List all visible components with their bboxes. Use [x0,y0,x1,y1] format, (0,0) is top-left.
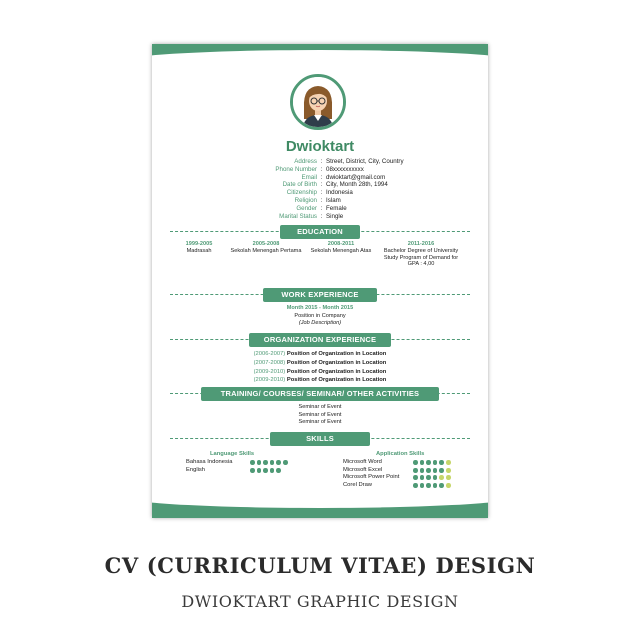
organization-list [152,350,488,385]
rating-dot [426,468,431,473]
skill-rating [250,467,281,475]
section-education [170,225,470,239]
application-skills-title: Application Skills [376,451,425,457]
rating-dot [439,468,444,473]
rating-dot [446,475,451,480]
section-title: ORGANIZATION EXPERIENCE [249,333,391,347]
page-title: CV (CURRICULUM VITAE) DESIGN [104,553,536,578]
rating-dot [413,483,418,488]
rating-dot [433,460,438,465]
skill-name: Corel Draw [343,481,372,488]
rating-dot [439,460,444,465]
rating-dot [426,483,431,488]
rating-dot [276,460,281,465]
rating-dot [250,468,255,473]
section-training [170,387,470,401]
skill-row [186,467,281,475]
rating-dot [446,460,451,465]
info-row: Email : dwioktart@gmail.com [301,173,386,181]
rating-dot [257,460,262,465]
avatar [290,74,346,130]
section-title: TRAINING/ COURSES/ SEMINAR/ OTHER ACTIVITIES [201,387,439,401]
skill-rating [413,459,451,467]
info-row: Marital Status : Single [279,212,344,220]
rating-dot [283,460,288,465]
skill-row [343,467,451,475]
rating-dot [433,475,438,480]
info-row: Religion : Islam [294,196,341,204]
skill-rating [250,459,288,467]
info-row: Date of Birth : City, Month 28th, 1994 [282,181,388,189]
info-row: Gender : Female [296,204,347,212]
skill-row [343,459,451,467]
language-skills-title: Language Skills [210,451,255,457]
info-row: Citizenship : Indonesia [286,189,353,197]
skill-row [186,459,288,467]
section-title: WORK EXPERIENCE [263,288,377,302]
skill-name: Microsoft Excel [343,466,383,473]
personal-info [152,158,488,220]
training-item: Seminar of Event [298,411,342,418]
rating-dot [413,460,418,465]
rating-dot [257,468,262,473]
rating-dot [270,468,275,473]
rating-dot [420,460,425,465]
rating-dot [420,483,425,488]
rating-dot [420,468,425,473]
skill-name: English [186,466,206,473]
organization-item: (2009-2010) Position of Organization in Location [253,368,387,375]
education-item: 2005-2008 Sekolah Menengah Pertama [230,241,302,254]
organization-item: (2006-2007) Position of Organization in Location [253,351,387,357]
section-work [170,288,470,302]
education-item: 2008-2011 Sekolah Menengah Atas [310,241,372,254]
rating-dot [426,460,431,465]
rating-dot [446,468,451,473]
skill-row [343,482,451,490]
section-skills [170,432,470,446]
section-title: SKILLS [270,432,370,446]
training-list [152,404,488,427]
rating-dot [446,483,451,488]
education-item: 1999-2005 Madrasah [185,241,213,254]
organization-item: (2007-2008) Position of Organization in Location [253,359,387,366]
rating-dot [433,468,438,473]
rating-dot [276,468,281,473]
info-row: Phone Number : 08xxxxxxxxxx [275,165,364,173]
rating-dot [413,475,418,480]
skill-name: Microsoft Word [343,459,382,465]
rating-dot [439,475,444,480]
rating-dot [263,468,268,473]
section-title: EDUCATION [280,225,360,239]
woman-avatar-icon [293,77,343,127]
rating-dot [426,475,431,480]
rating-dot [270,460,275,465]
info-row: Address : Street, District, City, Country [294,158,404,165]
skill-name: Bahasa Indonesia [186,459,233,465]
section-organization [170,333,470,347]
rating-dot [433,483,438,488]
skill-rating [413,482,451,490]
rating-dot [263,460,268,465]
rating-dot [413,468,418,473]
skill-rating [413,474,451,482]
skill-name: Microsoft Power Point [343,474,400,480]
rating-dot [250,460,255,465]
training-item: Seminar of Event [298,404,342,410]
resume-sheet [152,44,488,518]
page-subtitle: DWIOKTART GRAPHIC DESIGN [181,592,459,611]
education-item: 2011-2016 Bachelor Degree of University Study Program of Demand for GPA : 4,00 [383,241,459,268]
work-item: Month 2015 - Month 2015 Position in Company (Job Description) [286,305,354,326]
skill-row [343,474,451,482]
candidate-name: Dwioktart [285,138,355,155]
skill-rating [413,467,451,475]
rating-dot [439,483,444,488]
organization-item: (2009-2010) Position of Organization in Location [253,377,387,384]
rating-dot [420,475,425,480]
training-item: Seminar of Event [298,419,342,425]
